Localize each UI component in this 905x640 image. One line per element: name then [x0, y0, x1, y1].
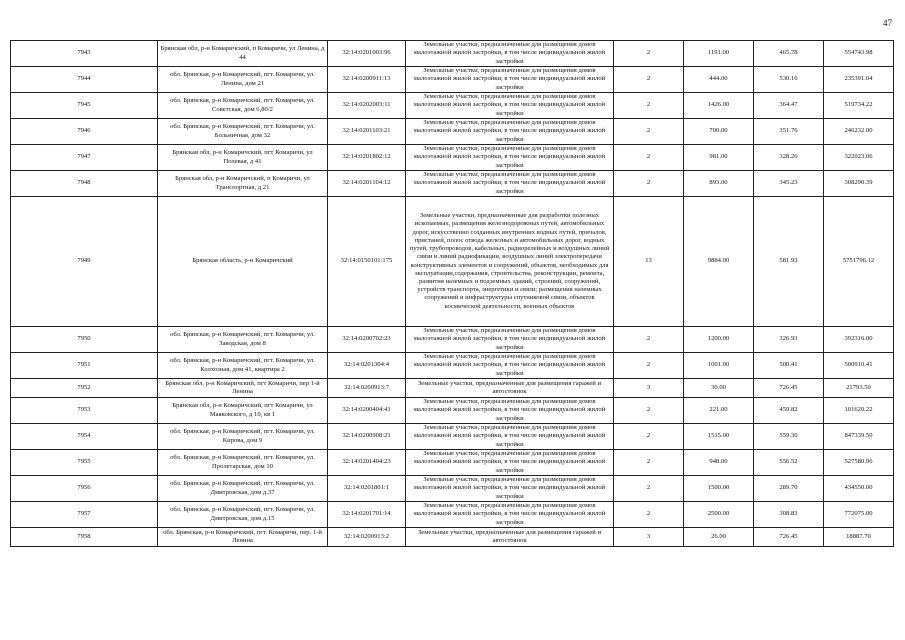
row-number: 7953 — [11, 398, 158, 424]
address-cell: Брянская обл, р-н Комаричский, пгт Комаричи, ул Полевая, д 41 — [158, 145, 328, 171]
specific-value-cell: 308.83 — [754, 502, 824, 528]
address-cell: Брянская область, р-н Комаричский — [158, 197, 328, 327]
cadastral-number-cell: 32:14:0200913:2 — [328, 528, 406, 547]
group-cell: 2 — [614, 424, 684, 450]
group-cell: 2 — [614, 145, 684, 171]
cadastral-number-cell: 32:14:0200702:23 — [328, 327, 406, 353]
land-use-cell: Земельные участки, предназначенные для размещения домов малоэтажной жилой застройки, в том числе индивидуальной жилой застройки — [406, 424, 614, 450]
row-number: 7956 — [11, 476, 158, 502]
area-cell: 1001.00 — [684, 353, 754, 379]
group-cell: 2 — [614, 327, 684, 353]
land-use-cell: Земельные участки, предназначенные для размещения домов малоэтажной жилой застройки, в том числе индивидуальной жилой застройки — [406, 67, 614, 93]
cadastral-number-cell: 32:14:0201003:96 — [328, 41, 406, 67]
cadastral-number-cell: 32:14:0200913:7 — [328, 379, 406, 398]
address-cell: Брянская обл, р-н Комаричский, пгт Комаричи, ул Маяковского, д 10, кв 1 — [158, 398, 328, 424]
row-number: 7945 — [11, 93, 158, 119]
land-use-cell: Земельные участки, предназначенные для размещения домов малоэтажной жилой застройки, в том числе индивидуальной жилой застройки — [406, 450, 614, 476]
land-registry-table — [10, 40, 894, 547]
row-number: 7946 — [11, 119, 158, 145]
table-row — [11, 93, 894, 119]
table-row — [11, 379, 894, 398]
row-number: 7952 — [11, 379, 158, 398]
specific-value-cell: 500.41 — [754, 353, 824, 379]
specific-value-cell: 289.70 — [754, 476, 824, 502]
row-number: 7948 — [11, 171, 158, 197]
area-cell: 2500.00 — [684, 502, 754, 528]
cadastral-value-cell: 500910.41 — [824, 353, 894, 379]
group-cell: 2 — [614, 171, 684, 197]
row-number: 7950 — [11, 327, 158, 353]
specific-value-cell: 530.16 — [754, 67, 824, 93]
address-cell: обл. Брянская, р-н Комаричский, пгт. Комаричи, пер. 1-й Ленина — [158, 528, 328, 547]
row-number: 7955 — [11, 450, 158, 476]
row-number: 7947 — [11, 145, 158, 171]
area-cell: 981.00 — [684, 145, 754, 171]
row-number: 7958 — [11, 528, 158, 547]
table-row — [11, 67, 894, 93]
specific-value-cell: 459.82 — [754, 398, 824, 424]
cadastral-number-cell: 32:14:0201701:14 — [328, 502, 406, 528]
cadastral-number-cell: 32:14:0201404:23 — [328, 450, 406, 476]
row-number: 7957 — [11, 502, 158, 528]
cadastral-number-cell: 32:14:0201801:1 — [328, 476, 406, 502]
cadastral-value-cell: 847339.50 — [824, 424, 894, 450]
cadastral-value-cell: 5751796.12 — [824, 197, 894, 327]
group-cell: 2 — [614, 119, 684, 145]
area-cell: 30.00 — [684, 379, 754, 398]
cadastral-value-cell: 308290.39 — [824, 171, 894, 197]
area-cell: 1191.00 — [684, 41, 754, 67]
table-row — [11, 197, 894, 327]
specific-value-cell: 726.45 — [754, 379, 824, 398]
land-use-cell: Земельные участки, предназначенные для размещения домов малоэтажной жилой застройки, в том числе индивидуальной жилой застройки — [406, 93, 614, 119]
table-row — [11, 450, 894, 476]
address-cell: обл. Брянская, р-н Комаричский, пгт. Комаричи, ул. Заводская, дом 8 — [158, 327, 328, 353]
specific-value-cell: 364.47 — [754, 93, 824, 119]
specific-value-cell: 351.76 — [754, 119, 824, 145]
cadastral-value-cell: 18887.70 — [824, 528, 894, 547]
specific-value-cell: 559.30 — [754, 424, 824, 450]
address-cell: обл. Брянская, р-н Комаричский, пгт. Комаричи, ул. Ленина, дом 21 — [158, 67, 328, 93]
group-cell: 3 — [614, 528, 684, 547]
area-cell: 26.00 — [684, 528, 754, 547]
area-cell: 1515.00 — [684, 424, 754, 450]
cadastral-value-cell: 772075.00 — [824, 502, 894, 528]
table-row — [11, 327, 894, 353]
address-cell: Брянская обл, р-н Комаричский, п Комаричи, ул Транспортная, д 21 — [158, 171, 328, 197]
cadastral-value-cell: 101620.22 — [824, 398, 894, 424]
address-cell: Брянская обл, р-н Комаричский, пгт Комаричи, пер 1-й Ленина — [158, 379, 328, 398]
cadastral-value-cell: 434550.00 — [824, 476, 894, 502]
address-cell: обл. Брянская, р-н Комаричский, пгт. Комаричи, ул. Пролетарская, дом 10 — [158, 450, 328, 476]
specific-value-cell: 345.23 — [754, 171, 824, 197]
land-use-cell: Земельные участки, предназначенные для размещения домов малоэтажной жилой застройки, в том числе индивидуальной жилой застройки — [406, 119, 614, 145]
group-cell: 13 — [614, 197, 684, 327]
table-row — [11, 119, 894, 145]
land-use-cell: Земельные участки, предназначенные для размещения гаражей и автостоянок — [406, 379, 614, 398]
land-use-cell: Земельные участки, предназначенные для размещения домов малоэтажной жилой застройки, в том числе индивидуальной жилой застройки — [406, 145, 614, 171]
row-number: 7949 — [11, 197, 158, 327]
cadastral-number-cell: 32:14:0200911:13 — [328, 67, 406, 93]
area-cell: 948.00 — [684, 450, 754, 476]
cadastral-number-cell: 32:14:0200908:21 — [328, 424, 406, 450]
cadastral-value-cell: 21793.50 — [824, 379, 894, 398]
address-cell: обл. Брянская, р-н Комаричский, пгт. Комаричи, ул. Дмитровская, дом д.37 — [158, 476, 328, 502]
group-cell: 2 — [614, 67, 684, 93]
specific-value-cell: 465.78 — [754, 41, 824, 67]
specific-value-cell: 726.45 — [754, 528, 824, 547]
land-use-cell: Земельные участки, предназначенные для разработки полезных ископаемых, размещения железнодорожных путей, автомобильных дорог, искусственно созданных внутренних водных путей, причалов, пристаней, полос отвода железных и автомобильных дорог, водных путей, трубопроводов, кабельных, радиорелейных и воздушных линий связи и линий радиофикации, воздушных линий электропередачи конструктивных элементов и сооружений, объектов, необходимых для эксплуатации,содержания, строительства, реконструкции, ремонта, развития наземных и подземных зданий, строений, сооружений, устройств транспорта, энергетики и связи; размещения наземных сооружений и инфраструктуры спутниковой связи, объектов космической деятельности, военных объектов — [406, 197, 614, 327]
group-cell: 2 — [614, 502, 684, 528]
row-number: 7951 — [11, 353, 158, 379]
area-cell: 1500.00 — [684, 476, 754, 502]
area-cell: 221.00 — [684, 398, 754, 424]
group-cell: 2 — [614, 450, 684, 476]
cadastral-value-cell: 519734.22 — [824, 93, 894, 119]
table-row — [11, 476, 894, 502]
address-cell: обл. Брянская, р-н Комаричский, пгт. Комаричи, ул. Больничная, дом 32 — [158, 119, 328, 145]
address-cell: Брянская обл, р-н Комаричский, п Комаричи, ул Ленина, д 44 — [158, 41, 328, 67]
area-cell: 9884.00 — [684, 197, 754, 327]
address-cell: обл. Брянская, р-н Комаричский, пгт. Комаричи, ул. Колхозная, дом 41, квартира 2 — [158, 353, 328, 379]
specific-value-cell: 556.52 — [754, 450, 824, 476]
group-cell: 2 — [614, 398, 684, 424]
table-row — [11, 502, 894, 528]
area-cell: 893.00 — [684, 171, 754, 197]
land-use-cell: Земельные участки, предназначенные для размещения домов малоэтажной жилой застройки, в том числе индивидуальной жилой застройки — [406, 353, 614, 379]
specific-value-cell: 326.93 — [754, 327, 824, 353]
cadastral-value-cell: 322023.06 — [824, 145, 894, 171]
cadastral-number-cell: 32:14:0150101:175 — [328, 197, 406, 327]
cadastral-number-cell: 32:14:0201304:4 — [328, 353, 406, 379]
table-row — [11, 171, 894, 197]
area-cell: 700.00 — [684, 119, 754, 145]
table-row — [11, 145, 894, 171]
group-cell: 2 — [614, 476, 684, 502]
row-number: 7944 — [11, 67, 158, 93]
group-cell: 2 — [614, 353, 684, 379]
address-cell: обл. Брянская, р-н Комаричский, пгт. Комаричи, ул. Кирова, дом 9 — [158, 424, 328, 450]
table-row — [11, 353, 894, 379]
area-cell: 444.00 — [684, 67, 754, 93]
land-use-cell: Земельные участки, предназначенные для размещения домов малоэтажной жилой застройки, в том числе индивидуальной жилой застройки — [406, 41, 614, 67]
cadastral-value-cell: 235391.04 — [824, 67, 894, 93]
row-number: 7943 — [11, 41, 158, 67]
cadastral-number-cell: 32:14:0201103:21 — [328, 119, 406, 145]
land-use-cell: Земельные участки, предназначенные для размещения домов малоэтажной жилой застройки, в том числе индивидуальной жилой застройки — [406, 502, 614, 528]
area-cell: 1200.00 — [684, 327, 754, 353]
table-row — [11, 424, 894, 450]
area-cell: 1426.00 — [684, 93, 754, 119]
page-number: 47 — [883, 18, 892, 28]
land-use-cell: Земельные участки, предназначенные для размещения домов малоэтажной жилой застройки, в том числе индивидуальной жилой застройки — [406, 171, 614, 197]
cadastral-value-cell: 554743.98 — [824, 41, 894, 67]
address-cell: обл. Брянская, р-н Комаричский, пгт. Комаричи, ул. Дмитровская, дом д.15 — [158, 502, 328, 528]
land-use-cell: Земельные участки, предназначенные для размещения домов малоэтажной жилой застройки, в том числе индивидуальной жилой застройки — [406, 476, 614, 502]
specific-value-cell: 328.26 — [754, 145, 824, 171]
cadastral-number-cell: 32:14:0200404:41 — [328, 398, 406, 424]
cadastral-value-cell: 527580.96 — [824, 450, 894, 476]
land-use-cell: Земельные участки, предназначенные для размещения домов малоэтажной жилой застройки, в том числе индивидуальной жилой застройки — [406, 398, 614, 424]
group-cell: 2 — [614, 41, 684, 67]
table-row — [11, 41, 894, 67]
cadastral-value-cell: 246232.00 — [824, 119, 894, 145]
specific-value-cell: 581.93 — [754, 197, 824, 327]
row-number: 7954 — [11, 424, 158, 450]
table-row — [11, 398, 894, 424]
cadastral-number-cell: 32:14:0201104:12 — [328, 171, 406, 197]
cadastral-value-cell: 392316.00 — [824, 327, 894, 353]
cadastral-number-cell: 32:14:0202003:11 — [328, 93, 406, 119]
land-use-cell: Земельные участки, предназначенные для размещения гаражей и автостоянок — [406, 528, 614, 547]
table-row — [11, 528, 894, 547]
group-cell: 2 — [614, 93, 684, 119]
land-use-cell: Земельные участки, предназначенные для размещения домов малоэтажной жилой застройки, в том числе индивидуальной жилой застройки — [406, 327, 614, 353]
group-cell: 3 — [614, 379, 684, 398]
cadastral-number-cell: 32:14:0201802:12 — [328, 145, 406, 171]
address-cell: обл. Брянская, р-н Комаричский, пгт. Комаричи, ул. Советская, дом 6,80/2 — [158, 93, 328, 119]
